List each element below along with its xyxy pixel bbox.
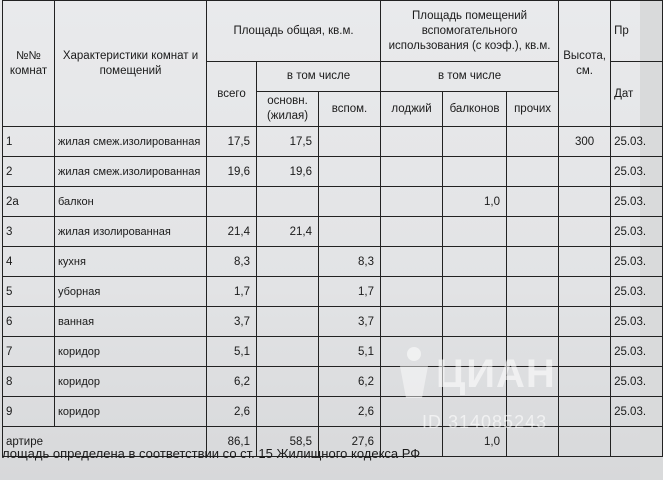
cell-loggia bbox=[381, 337, 443, 367]
header-total-all: всего bbox=[207, 62, 257, 127]
cell-loggia bbox=[381, 277, 443, 307]
cell-other bbox=[507, 127, 559, 157]
cell-num: 9 bbox=[3, 397, 55, 427]
cell-vspom: 8,3 bbox=[319, 247, 381, 277]
cell-height bbox=[559, 247, 611, 277]
cell-vsego: 2,6 bbox=[207, 397, 257, 427]
header-total-area: Площадь общая, кв.м. bbox=[207, 1, 381, 62]
header-main-living: основн. (жилая) bbox=[257, 92, 319, 127]
cell-balcony bbox=[443, 157, 507, 187]
total-empty-cell bbox=[559, 427, 611, 457]
cell-date: 25.03. bbox=[611, 337, 663, 367]
header-extra: Пр bbox=[611, 1, 663, 62]
header-room-description: Характеристики комнат и помещений bbox=[55, 1, 207, 127]
cell-height bbox=[559, 187, 611, 217]
cell-height bbox=[559, 367, 611, 397]
header-loggias: лоджий bbox=[381, 92, 443, 127]
cell-other bbox=[507, 217, 559, 247]
cell-vspom: 5,1 bbox=[319, 337, 381, 367]
table-row bbox=[3, 307, 663, 337]
table-row bbox=[3, 187, 663, 217]
header-date: Дат bbox=[611, 62, 663, 127]
total-osnovn: 58,5 bbox=[257, 427, 319, 457]
cell-height bbox=[559, 157, 611, 187]
table-row bbox=[3, 277, 663, 307]
cell-loggia bbox=[381, 157, 443, 187]
cell-other bbox=[507, 337, 559, 367]
total-empty-cell bbox=[611, 427, 663, 457]
cell-height bbox=[559, 307, 611, 337]
cell-desc: ванная bbox=[55, 307, 207, 337]
cell-height bbox=[559, 337, 611, 367]
cell-desc: кухня bbox=[55, 247, 207, 277]
cell-vsego: 17,5 bbox=[207, 127, 257, 157]
cell-loggia bbox=[381, 247, 443, 277]
header-room-number: №№ комнат bbox=[3, 1, 55, 127]
cell-desc: жилая смеж.изолированная bbox=[55, 157, 207, 187]
table-row bbox=[3, 217, 663, 247]
cell-vsego bbox=[207, 187, 257, 217]
table-row bbox=[3, 337, 663, 367]
cell-num: 4 bbox=[3, 247, 55, 277]
cell-loggia bbox=[381, 187, 443, 217]
cell-desc: коридор bbox=[55, 367, 207, 397]
cell-vspom: 1,7 bbox=[319, 277, 381, 307]
header-aux-area: Площадь помещений вспомогательного использования (с коэф.), кв.м. bbox=[381, 1, 559, 62]
cell-num: 3 bbox=[3, 217, 55, 247]
cell-osnovn bbox=[257, 247, 319, 277]
cell-vspom bbox=[319, 127, 381, 157]
cell-balcony bbox=[443, 307, 507, 337]
table-row bbox=[3, 247, 663, 277]
cell-height bbox=[559, 277, 611, 307]
cell-date: 25.03. bbox=[611, 277, 663, 307]
cell-desc: жилая изолированная bbox=[55, 217, 207, 247]
cell-date: 25.03. bbox=[611, 217, 663, 247]
total-balcony: 1,0 bbox=[443, 427, 507, 457]
cell-osnovn bbox=[257, 187, 319, 217]
cell-num: 5 bbox=[3, 277, 55, 307]
cell-other bbox=[507, 187, 559, 217]
cell-other bbox=[507, 367, 559, 397]
cell-other bbox=[507, 247, 559, 277]
table-row bbox=[3, 157, 663, 187]
header-aux-in-that: в том числе bbox=[381, 62, 559, 92]
cell-osnovn: 21,4 bbox=[257, 217, 319, 247]
cell-osnovn: 19,6 bbox=[257, 157, 319, 187]
cell-vsego: 8,3 bbox=[207, 247, 257, 277]
cell-balcony bbox=[443, 397, 507, 427]
cell-desc: балкон bbox=[55, 187, 207, 217]
watermark-id: ID 314085243 bbox=[422, 412, 548, 432]
cell-num: 2а bbox=[3, 187, 55, 217]
cell-balcony bbox=[443, 277, 507, 307]
cell-vspom bbox=[319, 157, 381, 187]
cell-vsego: 3,7 bbox=[207, 307, 257, 337]
cell-desc: коридор bbox=[55, 397, 207, 427]
table-row bbox=[3, 127, 663, 157]
cell-other bbox=[507, 277, 559, 307]
cell-balcony bbox=[443, 217, 507, 247]
cell-num: 6 bbox=[3, 307, 55, 337]
cell-date: 25.03. bbox=[611, 367, 663, 397]
header-total-in-that: в том числе bbox=[257, 62, 381, 92]
cell-osnovn bbox=[257, 397, 319, 427]
cell-loggia bbox=[381, 217, 443, 247]
footer-note: лощадь определена в соответствии со ст. 15 Жилищного кодекса РФ bbox=[2, 446, 421, 461]
cell-balcony bbox=[443, 337, 507, 367]
cell-height bbox=[559, 217, 611, 247]
cell-vspom: 2,6 bbox=[319, 397, 381, 427]
cell-balcony: 1,0 bbox=[443, 187, 507, 217]
header-other: прочих bbox=[507, 92, 559, 127]
cell-date: 25.03. bbox=[611, 247, 663, 277]
cell-osnovn bbox=[257, 307, 319, 337]
cell-balcony bbox=[443, 367, 507, 397]
cell-osnovn bbox=[257, 367, 319, 397]
cell-desc: жилая смеж.изолированная bbox=[55, 127, 207, 157]
cell-date: 25.03. bbox=[611, 307, 663, 337]
cell-num: 7 bbox=[3, 337, 55, 367]
total-vsego: 86,1 bbox=[207, 427, 257, 457]
cell-loggia bbox=[381, 367, 443, 397]
cell-desc: коридор bbox=[55, 337, 207, 367]
cell-vspom bbox=[319, 217, 381, 247]
cell-height bbox=[559, 397, 611, 427]
cell-num: 1 bbox=[3, 127, 55, 157]
cell-other bbox=[507, 397, 559, 427]
header-auxiliary: вспом. bbox=[319, 92, 381, 127]
cell-osnovn: 17,5 bbox=[257, 127, 319, 157]
total-empty-cell bbox=[507, 427, 559, 457]
cell-vsego: 6,2 bbox=[207, 367, 257, 397]
cell-other bbox=[507, 307, 559, 337]
header-height: Высота, см. bbox=[559, 1, 611, 127]
cell-vspom bbox=[319, 187, 381, 217]
cell-loggia bbox=[381, 397, 443, 427]
total-label: артире bbox=[3, 427, 207, 457]
cell-other bbox=[507, 157, 559, 187]
cell-balcony bbox=[443, 127, 507, 157]
cell-num: 8 bbox=[3, 367, 55, 397]
cell-osnovn bbox=[257, 337, 319, 367]
total-vspom: 27,6 bbox=[319, 427, 381, 457]
cell-loggia bbox=[381, 127, 443, 157]
watermark-brand: ЦИАН bbox=[436, 352, 556, 396]
cell-date: 25.03. bbox=[611, 397, 663, 427]
cell-vspom: 6,2 bbox=[319, 367, 381, 397]
table-row bbox=[3, 367, 663, 397]
cell-vsego: 19,6 bbox=[207, 157, 257, 187]
cell-height: 300 bbox=[559, 127, 611, 157]
cell-vsego: 1,7 bbox=[207, 277, 257, 307]
header-balconies: балконов bbox=[443, 92, 507, 127]
cell-vspom: 3,7 bbox=[319, 307, 381, 337]
table-row bbox=[3, 397, 663, 427]
cell-num: 2 bbox=[3, 157, 55, 187]
cell-vsego: 5,1 bbox=[207, 337, 257, 367]
cell-date: 25.03. bbox=[611, 187, 663, 217]
cell-date: 25.03. bbox=[611, 127, 663, 157]
explication-table bbox=[2, 0, 663, 457]
cell-vsego: 21,4 bbox=[207, 217, 257, 247]
cell-balcony bbox=[443, 247, 507, 277]
cell-loggia bbox=[381, 307, 443, 337]
cell-date: 25.03. bbox=[611, 157, 663, 187]
cell-desc: уборная bbox=[55, 277, 207, 307]
cell-osnovn bbox=[257, 277, 319, 307]
